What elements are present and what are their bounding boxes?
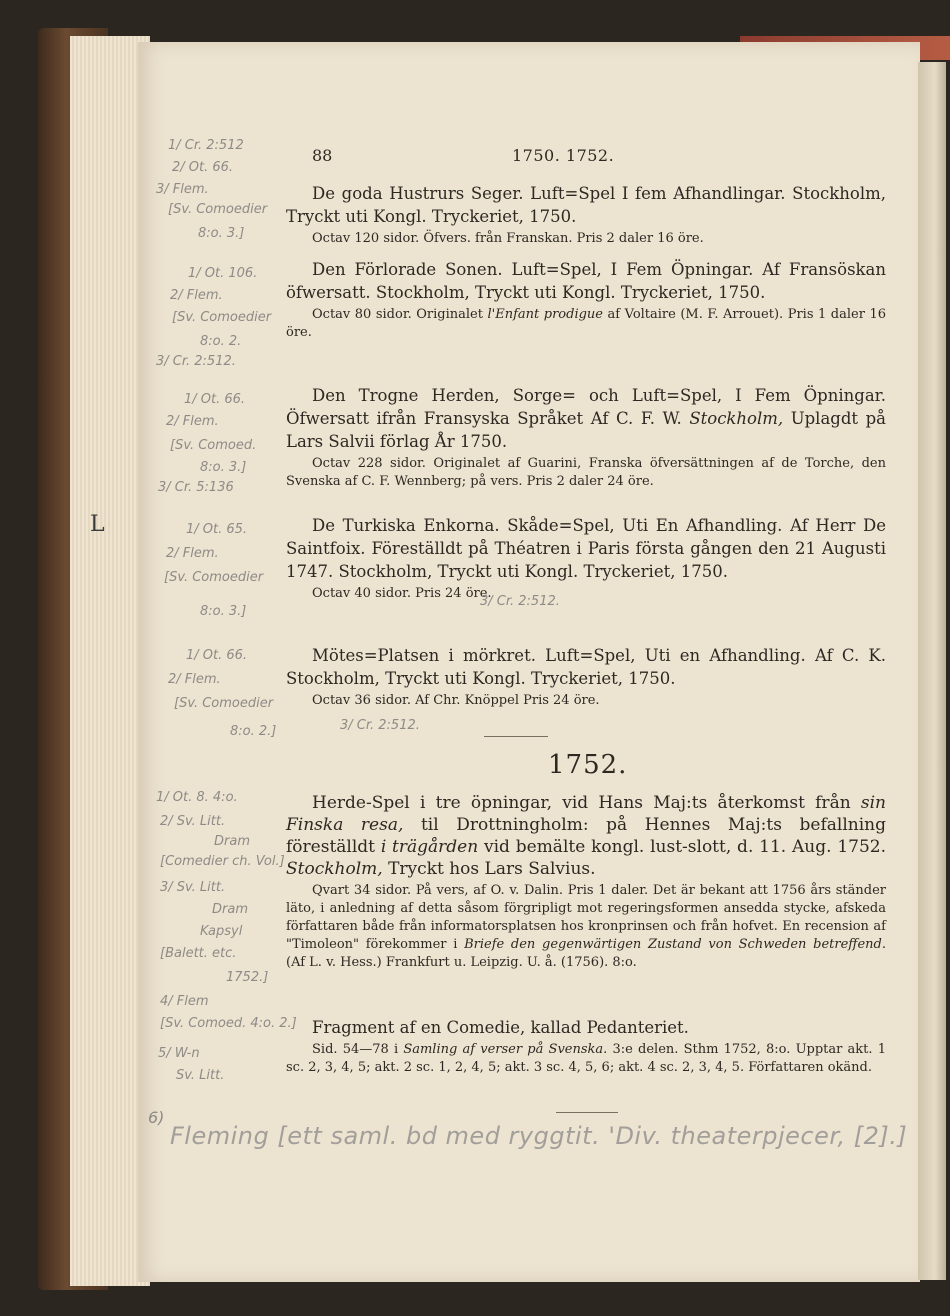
margin-note: 2/ Flem. [166,546,219,561]
margin-note: [Balett. etc. [160,946,237,961]
margin-note: 8:o. 3.] [200,604,247,619]
margin-note: 2/ Sv. Litt. [160,814,226,829]
margin-note: [Sv. Comoedier [164,570,264,585]
entry-note: Octav 40 sidor. Pris 24 öre. [312,586,492,601]
margin-note: 1/ Ot. 66. [184,392,246,407]
margin-note: 2/ Ot. 66. [172,160,234,175]
entry-title: De goda Hustrurs Seger. Luft=Spel I fem Afhandlingar. Stockholm, Tryckt uti Kongl. Tryckeriet, 1750. [286,184,886,226]
margin-bracket-mark: L [90,512,105,537]
entry-1752-1 [286,792,886,972]
entry-title: Mötes=Platsen i mörkret. Luft=Spel, Uti en Afhandling. Af C. K. Stockholm, Tryckt uti Kongl. Tryckeriet, 1750. [286,646,886,688]
margin-note: 1/ Ot. 66. [186,648,248,663]
year-heading: 1752. [548,750,628,780]
margin-note: [Sv. Comoedier [172,310,272,325]
entry-title: De Turkiska Enkorna. Skåde=Spel, Uti En Afhandling. Af Herr De Saintfoix. Föreställdt på Théatren i Paris första gången den 21 Augusti 1747. Stockholm, Tryckt uti Kongl. Tryckeriet, 1750. [286,516,886,581]
margin-note: [Sv. Comoedier [174,696,274,711]
margin-note: 5/ W-n [158,1046,200,1061]
margin-note: 1/ Ot. 65. [186,522,248,537]
margin-note: Sv. Litt. [176,1068,225,1083]
margin-note: 3/ Cr. 2:512. [480,594,560,609]
margin-note: 2/ Flem. [168,672,221,687]
entry-note: Octav 228 sidor. Originalet af Guarini, Franska öfversättningen af de Torche, den Svenska af C. F. Wennberg; på vers. Pris 2 daler 24 öre. [286,456,886,489]
margin-note: 2/ Flem. [170,288,223,303]
entry-3 [286,384,886,491]
entry-title: Den Trogne Herden, Sorge= och Luft=Spel, I Fem Öpningar. Öfwersatt ifrån Fransyska Språket Af C. F. W. Stockholm, Uplagdt på Lars Salvii förlag År 1750. [286,386,886,451]
entry-4 [286,514,886,603]
right-page-edge [918,62,946,1280]
margin-note: [Sv. Comoedier [168,202,268,217]
margin-note: [Sv. Comoed. [170,438,257,453]
entry-1752-2 [286,1016,886,1077]
page-header-years: 1750. 1752. [512,146,615,165]
entry-note: Qvart 34 sidor. På vers, af O. v. Dalin. Pris 1 daler. Det är bekant att 1756 års ständer läto, i anledning af detta såsom förgripligt mot regeringsformen ansedda stycke, afskeda författaren både från informatorsplatsen hos kronprinsen och från hofvet. En recension af "Timoleon" förekommer i Briefe den gegenwärtigen Zustand von Schweden betreffend. (Af L. v. Hess.) Frankfurt u. Leipzig. U. å. (1756). 8:o. [286,883,886,970]
margin-note: 3/ Flem. [156,182,209,197]
page-number: 88 [312,146,333,165]
margin-note: 2/ Flem. [166,414,219,429]
entry-title: Den Förlorade Sonen. Luft=Spel, I Fem Öpningar. Af Fransöskan öfwersatt. Stockholm, Tryckt uti Kongl. Tryckeriet, 1750. [286,260,886,302]
entry-note: Octav 36 sidor. Af Chr. Knöppel Pris 24 öre. [312,693,600,708]
margin-note: [Sv. Comoed. 4:o. 2.] [160,1016,297,1031]
entry-2 [286,258,886,342]
entry-1 [286,182,886,248]
margin-note: 3/ Cr. 2:512. [156,354,236,369]
entry-note: Octav 120 sidor. Öfvers. från Franskan. Pris 2 daler 16 öre. [312,231,704,246]
margin-note: 1/ Ot. 106. [188,266,258,281]
margin-note: Dram [212,902,248,917]
entry-title: Fragment af en Comedie, kallad Pedanteriet. [312,1018,689,1037]
entry-note: Octav 80 sidor. Originalet l'Enfant prodigue af Voltaire (M. F. Arrouet). Pris 1 daler 16 öre. [286,307,887,340]
margin-note: Kapsyl [200,924,243,939]
margin-note: 1/ Ot. 8. 4:o. [156,790,238,805]
margin-note: 3/ Cr. 2:512. [340,718,420,733]
margin-note: 8:o. 3.] [198,226,245,241]
margin-note: Dram [214,834,250,849]
margin-note: 4/ Flem [160,994,209,1009]
margin-note: 8:o. 2.] [230,724,277,739]
margin-note: 1752.] [226,970,269,985]
entry-note: Sid. 54—78 i Samling af verser på Svenska. 3:e delen. Sthm 1752, 8:o. Upptar akt. 1 sc. 2, 3, 4, 5; akt. 2 sc. 1, 2, 4, 5; akt. 3 sc. 4, 5, 6; akt. 4 sc. 2, 3, 4, 5. Författaren okänd. [286,1042,886,1075]
section-rule [484,736,548,737]
bottom-pencil-note: Fleming [ett saml. bd med ryggtit. 'Div. theaterpjecer, [2].] [170,1122,908,1150]
margin-note: 1/ Cr. 2:512 [168,138,244,153]
entry-5 [286,644,886,710]
margin-note: 8:o. 3.] [200,460,247,475]
entry-title: Herde-Spel i tre öpningar, vid Hans Maj:ts återkomst från sin Finska resa, til Drottningholm: på Hennes Maj:ts befallning föreställdt i trägården vid bemälte kongl. lust-slott, d. 11. Aug. 1752. Stockholm, Tryckt hos Lars Salvius. [286,793,886,879]
margin-note: 3/ Cr. 5:136 [158,480,234,495]
margin-note: [Comedier ch. Vol.] [160,854,285,869]
margin-note-six: 6) [148,1108,165,1127]
end-rule [556,1112,618,1113]
margin-note: 3/ Sv. Litt. [160,880,226,895]
margin-note: 8:o. 2. [200,334,242,349]
